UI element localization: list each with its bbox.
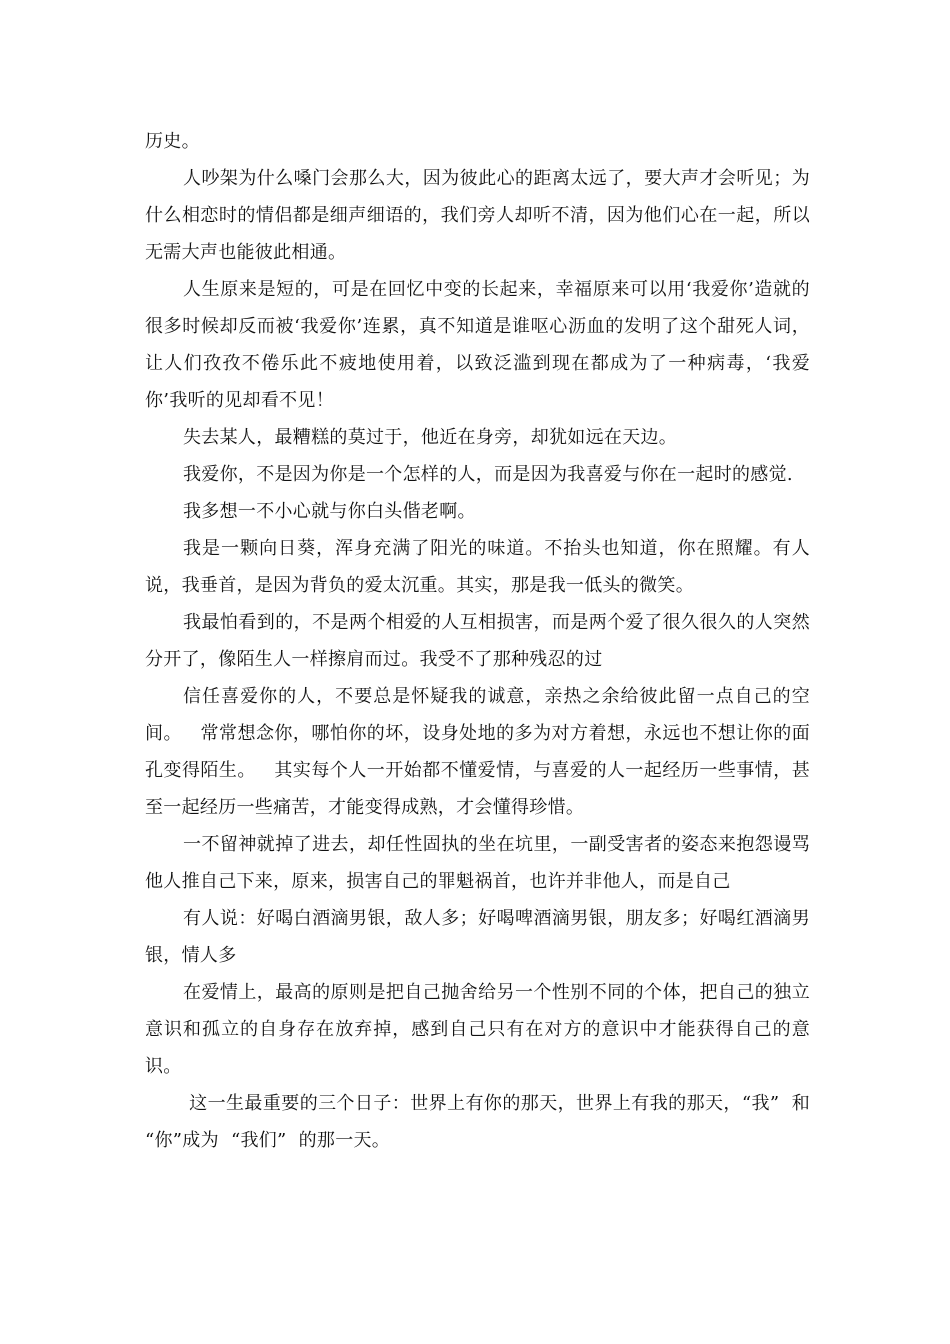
- paragraph-5: 我爱你，不是因为你是一个怎样的人，而是因为我喜爱与你在一起时的感觉.: [183, 464, 793, 485]
- paragraph-1: 历史。: [145, 131, 200, 152]
- paragraph-13: 这一生最重要的三个日子：世界上有你的那天，世界上有我的那天，“我” 和 “你”成为 “我们” 的那一天。: [145, 1093, 823, 1151]
- paragraph-2: 人吵架为什么嗓门会那么大，因为彼此心的距离太远了，要大声才会听见；为什么相恋时的情侣都是细声细语的，我们旁人却听不清，因为他们心在一起，所以无需大声也能彼此相通。: [145, 168, 810, 263]
- paragraph-4: 失去某人，最糟糕的莫过于，他近在身旁，却犹如远在天边。: [183, 427, 678, 448]
- paragraph-8: 我最怕看到的，不是两个相爱的人互相损害，而是两个爱了很久很久的人突然分开了，像陌生人一样擦肩而过。我受不了那种残忍的过: [145, 612, 810, 670]
- paragraph-7: 我是一颗向日葵，浑身充满了阳光的味道。不抬头也知道，你在照耀。有人说，我垂首，是因为背负的爱太沉重。其实，那是我一低头的微笑。: [145, 538, 810, 596]
- paragraph-3: 人生原来是短的，可是在回忆中变的长起来，幸福原来可以用‘我爱你’造就的很多时候却反而被‘我爱你’连累，真不知道是谁呕心沥血的发明了这个甜死人词，让人们孜孜不倦乐此不疲地使用着，以致泛滥到现在都成为了一种病毒，‘我爱你’我听的见却看不见！: [145, 279, 810, 411]
- paragraph-12: 在爱情上，最高的原则是把自己抛舍给另一个性别不同的个体，把自己的独立意识和孤立的自身存在放弃掉，感到自己只有在对方的意识中才能获得自己的意识。: [145, 982, 810, 1077]
- paragraph-11: 有人说：好喝白酒滴男银，敌人多；好喝啤酒滴男银，朋友多；好喝红酒滴男银，情人多: [145, 908, 810, 966]
- document-page: [145, 123, 823, 1159]
- paragraph-9: 信任喜爱你的人，不要总是怀疑我的诚意，亲热之余给彼此留一点自己的空间。 常常想念你，哪怕你的坏，设身处地的多为对方着想，永远也不想让你的面孔变得陌生。 其实每个人一开始都不懂爱情，与喜爱的人一起经历一些事情，甚至一起经历一些痛苦，才能变得成熟，才会懂得珍惜。: [145, 686, 810, 818]
- paragraph-6: 我多想一不小心就与你白头偕老啊。: [183, 501, 476, 522]
- paragraph-10: 一不留神就掉了进去，却任性固执的坐在坑里，一副受害者的姿态来抱怨谩骂他人推自己下来，原来，损害自己的罪魁祸首，也许并非他人，而是自己: [145, 834, 810, 892]
